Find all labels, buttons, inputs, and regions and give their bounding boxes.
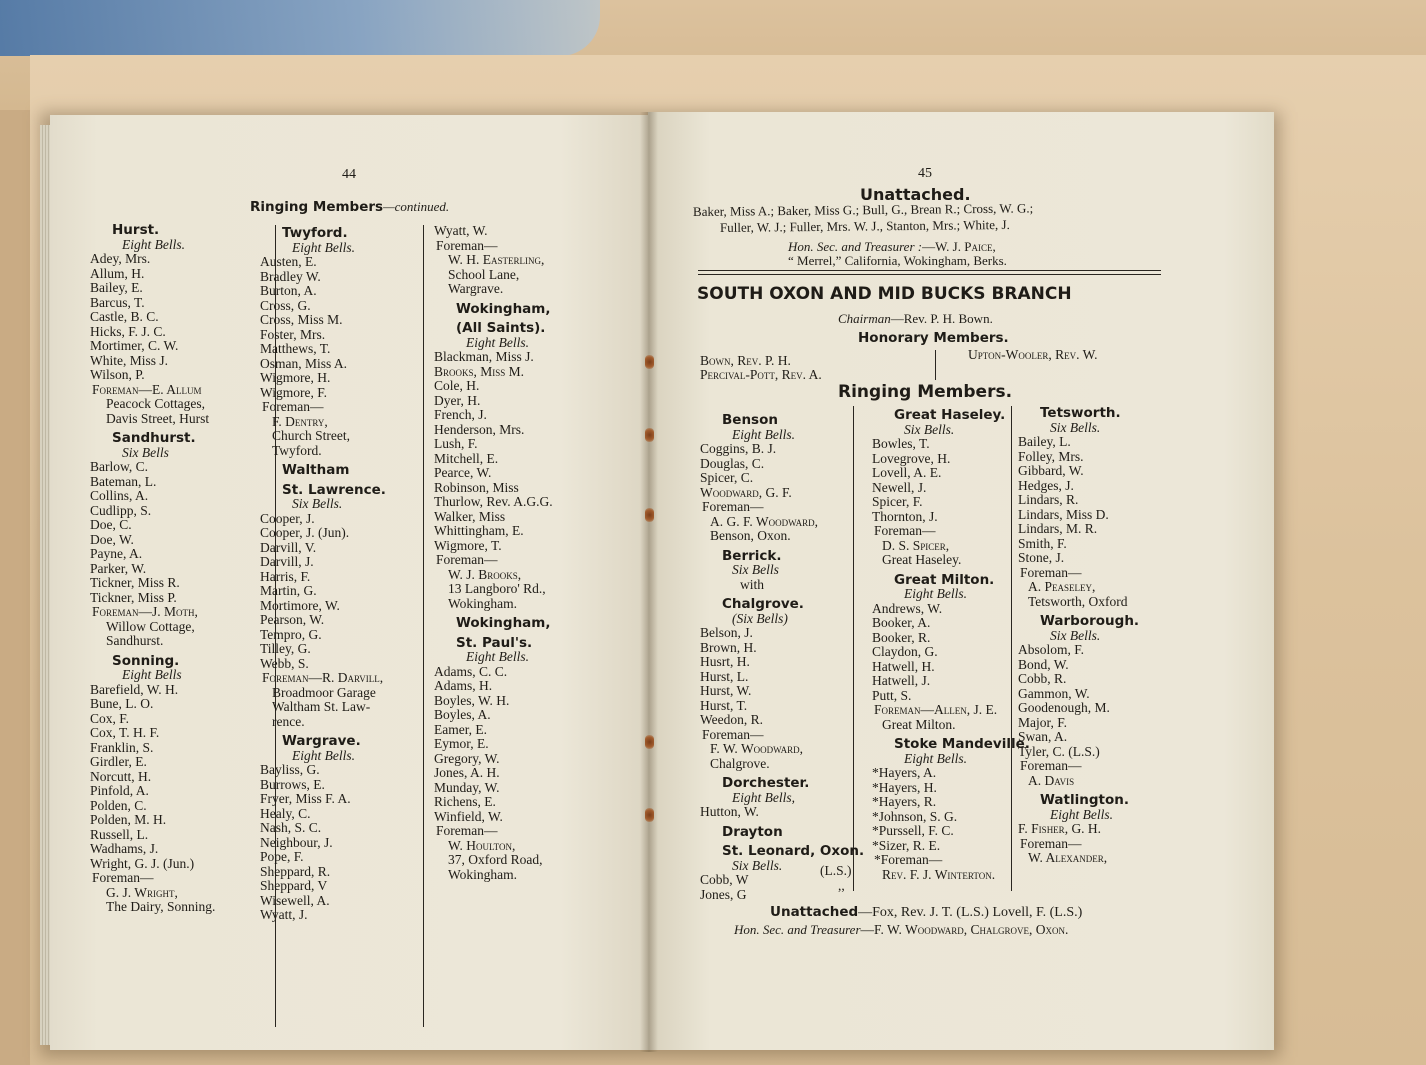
right-page — [648, 112, 1274, 1050]
member-entry: W. J. Brooks, — [448, 566, 522, 582]
member-entry: Newell, J. — [872, 479, 927, 495]
member-entry: Great Haseley. — [882, 552, 962, 567]
section-heading: Wokingham, — [456, 300, 551, 317]
member-entry: Stone, J. — [1018, 550, 1065, 565]
member-entry: Woodward, G. F. — [700, 484, 792, 500]
bell-count: Eight Bells. — [732, 426, 795, 442]
page-number-44: 44 — [342, 167, 356, 182]
member-entry: Douglas, C. — [700, 455, 765, 471]
member-entry: Waltham St. Law- — [272, 699, 371, 714]
member-entry: Sandhurst. — [106, 633, 164, 648]
member-entry: Spicer, F. — [872, 494, 923, 509]
member-entry: Bailey, L. — [1018, 434, 1071, 449]
member-entry: *Hayers, R. — [872, 794, 937, 809]
member-entry: Wright, G. J. (Jun.) — [90, 855, 195, 871]
member-entry: Wigmore, F. — [260, 384, 327, 400]
member-entry: Hurst, W. — [700, 683, 752, 698]
member-entry: Payne, A. — [90, 546, 143, 561]
running-head-continued: —continued. — [383, 199, 450, 214]
member-entry: Wigmore, H. — [260, 370, 331, 385]
member-entry: Foster, Mrs. — [260, 326, 326, 342]
member-entry: Hurst, T. — [700, 697, 748, 713]
bell-count: Six Bells. — [1050, 419, 1101, 435]
bell-count: (Six Bells) — [732, 610, 788, 626]
member-entry: *Hayers, A. — [872, 765, 937, 780]
bell-count: Eight Bells, — [732, 789, 795, 805]
member-entry: Broadmoor Garage — [272, 684, 376, 700]
member-entry: Tickner, Miss R. — [90, 575, 180, 590]
member-entry: with — [740, 576, 765, 592]
running-head-title: Ringing Members — [250, 199, 384, 215]
member-entry: Twyford. — [272, 442, 322, 458]
foreman-entry: Foreman—Allen, J. E. — [874, 702, 998, 717]
member-entry: Cross, G. — [260, 297, 311, 313]
section-heading: Wokingham, — [456, 615, 551, 631]
bell-count: Six Bells. — [292, 496, 343, 511]
member-entry: F. Fisher, G. H. — [1018, 821, 1102, 836]
section-heading: Dorchester. — [722, 775, 810, 791]
section-heading: St. Lawrence. — [282, 481, 386, 498]
member-entry: Polden, C. — [90, 797, 147, 813]
member-entry: Wisewell, A. — [260, 892, 330, 908]
bell-count: Six Bells. — [732, 857, 783, 873]
foreman-entry: Foreman—E. Allum — [92, 381, 202, 397]
member-entry: Cobb, W — [700, 872, 749, 887]
book-gutter — [640, 112, 658, 1052]
member-entry: Church Street, — [272, 428, 350, 443]
member-entry: Winfield, W. — [434, 808, 503, 824]
section-heading: Warborough. — [1040, 613, 1140, 629]
jones-suffix: ,, — [838, 878, 845, 893]
section-heading: (All Saints). — [456, 320, 546, 336]
member-entry: Girdler, E. — [90, 754, 147, 769]
member-entry: Fryer, Miss F. A. — [260, 791, 351, 806]
background-blue-fabric — [0, 0, 600, 56]
left-column-1 — [90, 223, 272, 915]
member-entry: Tetsworth, Oxford — [1028, 593, 1128, 609]
member-entry: Pope, F. — [260, 849, 304, 864]
member-entry: Bayliss, G. — [260, 762, 320, 777]
member-entry: Pearce, W. — [434, 465, 492, 480]
footer-unattached-line — [770, 905, 1082, 921]
footer-unattached-label: Unattached — [770, 904, 859, 920]
chairman-label: Chairman — [838, 311, 891, 326]
left-column-3 — [434, 224, 604, 882]
section-heading: St. Leonard, Oxon. — [722, 843, 865, 859]
bell-count: Eight Bells. — [122, 236, 185, 252]
page-number-45: 45 — [918, 166, 932, 181]
hon-sec-label: Hon. Sec. and Treasurer : — [788, 239, 923, 254]
member-entry: Richens, E. — [434, 794, 496, 809]
member-entry: Absolom, F. — [1018, 642, 1085, 657]
foreman-entry: *Foreman— — [874, 852, 943, 867]
honorary-member-3: Upton-Wooler, Rev. W. — [968, 347, 1098, 362]
member-entry: G. J. Wright, — [106, 884, 178, 900]
member-entry: Webb, S. — [260, 655, 309, 671]
member-entry: Claydon, G. — [872, 644, 938, 659]
member-entry: Husrt, H. — [700, 654, 750, 669]
right-column-1 — [700, 413, 865, 902]
member-entry: Goodenough, M. — [1018, 700, 1110, 715]
member-entry: Tyler, C. (L.S.) — [1018, 743, 1100, 759]
member-entry: Folley, Mrs. — [1018, 448, 1084, 464]
member-entry: Hicks, F. J. C. — [90, 323, 166, 339]
right-column-2 — [872, 408, 1032, 882]
staple-hole — [645, 508, 654, 522]
staple-hole — [645, 735, 654, 749]
member-entry: Spicer, C. — [700, 470, 754, 485]
member-entry: Rev. F. J. Winterton. — [882, 866, 996, 882]
member-entry: Chalgrove. — [710, 755, 770, 771]
member-entry: Tilley, G. — [260, 641, 311, 656]
member-entry: Brown, H. — [700, 639, 757, 655]
staple-hole — [645, 428, 654, 442]
member-entry: Darvill, V. — [260, 539, 317, 555]
member-entry: Franklin, S. — [90, 739, 154, 755]
member-entry: Gammon, W. — [1018, 685, 1090, 701]
member-entry: School Lane, — [448, 266, 520, 282]
member-entry: Bond, W. — [1018, 656, 1069, 672]
member-entry: *Hayers, H. — [872, 779, 937, 795]
staple-hole — [645, 808, 654, 822]
member-entry: Burrows, E. — [260, 776, 325, 792]
section-heading: Sandhurst. — [112, 430, 196, 446]
member-entry: Blackman, Miss J. — [434, 349, 534, 364]
footer-unattached-text: —Fox, Rev. J. T. (L.S.) Lovell, F. (L.S.) — [858, 905, 1083, 920]
member-entry: Davis Street, Hurst — [106, 410, 210, 426]
foreman-entry: Foreman— — [1020, 564, 1082, 580]
member-entry: *Sizer, R. E. — [872, 837, 941, 853]
section-heading: Twyford. — [282, 225, 348, 241]
member-entry: Peacock Cottages, — [106, 396, 205, 411]
bell-count: Eight Bells. — [292, 747, 355, 763]
member-entry: Lovegrove, H. — [872, 450, 951, 466]
hon-sec-name: —W. J. Paice, — [922, 239, 996, 254]
member-entry: Mortimer, C. W. — [90, 338, 179, 353]
member-entry: French, J. — [434, 407, 487, 422]
honorary-member-1: Bown, Rev. P. H. — [700, 353, 791, 368]
foreman-entry: Foreman—R. Darvill, — [262, 670, 384, 685]
bell-count: Six Bells. — [1050, 627, 1101, 643]
member-entry: Lindars, Miss D. — [1018, 506, 1109, 522]
member-entry: Smith, F. — [1018, 535, 1067, 551]
member-entry: W. Houlton, — [448, 837, 516, 853]
member-entry: Mitchell, E. — [434, 450, 499, 466]
member-entry: Sheppard, V — [260, 878, 328, 893]
member-entry: Adams, H. — [434, 678, 493, 693]
member-entry: rence. — [272, 713, 305, 729]
member-entry: Martin, G. — [260, 583, 317, 598]
section-heading: Tetsworth. — [1040, 405, 1121, 421]
ringing-members-title: Ringing Members. — [838, 382, 1013, 402]
member-entry: Hurst, L. — [700, 668, 749, 684]
section-heading: Waltham — [282, 462, 350, 478]
chairman-name: —Rev. P. H. Bown. — [890, 311, 993, 326]
member-entry: Barefield, W. H. — [90, 681, 179, 697]
foreman-entry: Foreman— — [702, 499, 764, 514]
foreman-entry: Foreman— — [874, 523, 936, 538]
member-entry: Hedges, J. — [1018, 477, 1074, 493]
member-entry: Bateman, L. — [90, 473, 157, 489]
member-entry: Eymor, E. — [434, 736, 489, 751]
section-heading: Stoke Mandeville. — [894, 736, 1030, 752]
bell-count: Eight Bells. — [904, 750, 967, 766]
unattached-title: Unattached. — [860, 185, 971, 204]
member-entry: Pinfold, A. — [90, 783, 149, 798]
member-entry: Henderson, Mrs. — [434, 421, 525, 437]
bell-count: Eight Bells. — [466, 649, 529, 664]
member-entry: Willow Cottage, — [106, 618, 195, 634]
bell-count: Six Bells — [732, 562, 779, 577]
member-entry: Healy, C. — [260, 805, 311, 821]
member-entry: Walker, Miss — [434, 508, 506, 524]
member-entry: Russell, L. — [90, 826, 149, 842]
member-entry: 13 Langboro' Rd., — [448, 581, 546, 596]
member-entry: 37, Oxford Road, — [448, 852, 543, 867]
member-entry: Lindars, M. R. — [1018, 521, 1098, 536]
member-entry: Adey, Mrs. — [90, 251, 151, 266]
member-entry: Wyatt, W. — [434, 223, 488, 238]
member-entry: Great Milton. — [882, 716, 956, 732]
member-entry: Whittingham, E. — [434, 523, 524, 538]
member-entry: Adams, C. C. — [434, 663, 508, 679]
footer-hon-sec-line — [734, 923, 1068, 938]
member-entry: Wargrave. — [448, 281, 504, 296]
member-entry: Bune, L. O. — [90, 696, 154, 711]
member-entry: Harris, F. — [260, 568, 311, 584]
member-entry: Bailey, E. — [90, 280, 143, 295]
member-entry: Booker, A. — [872, 615, 931, 630]
honorary-member-2: Percival-Pott, Rev. A. — [700, 367, 822, 382]
member-entry: Pearson, W. — [260, 612, 325, 627]
member-entry: Cole, H. — [434, 378, 480, 393]
member-entry: Neighbour, J. — [260, 834, 333, 850]
member-entry: Hatwell, H. — [872, 658, 935, 674]
foreman-entry: Foreman— — [436, 237, 498, 253]
double-rule-bottom — [698, 274, 1161, 275]
member-entry: Lush, F. — [434, 436, 478, 451]
member-entry: Cooper, J. (Jun). — [260, 525, 350, 540]
member-entry: Dyer, H. — [434, 392, 481, 408]
member-entry: A. Davis — [1028, 772, 1075, 788]
foreman-entry: Foreman— — [262, 399, 324, 414]
member-entry: Cox, F. — [90, 710, 130, 726]
honorary-members-title: Honorary Members. — [858, 330, 1009, 346]
member-entry: Wokingham. — [448, 595, 518, 611]
member-entry: Wadhams, J. — [90, 841, 159, 856]
member-entry: Polden, M. H. — [90, 812, 167, 827]
member-entry: Nash, S. C. — [260, 820, 322, 835]
member-entry: Osman, Miss A. — [260, 355, 348, 371]
foreman-entry: Foreman— — [92, 870, 154, 885]
member-entry: Wigmore, T. — [434, 537, 502, 553]
member-entry: Boyles, W. H. — [434, 692, 510, 708]
member-entry: Gibbard, W. — [1018, 463, 1084, 478]
footer-hon-sec-text: —F. W. Woodward, Chalgrove, Oxon. — [860, 922, 1069, 937]
section-heading: Wargrave. — [282, 733, 361, 749]
member-entry: Darvill, J. — [260, 554, 314, 569]
member-entry: Andrews, W. — [872, 600, 943, 616]
section-heading: Benson — [722, 412, 778, 428]
member-entry: F. W. Woodward, — [710, 741, 804, 756]
section-heading: St. Paul's. — [456, 634, 533, 651]
member-entry: A. G. F. Woodward, — [710, 513, 819, 529]
bell-count: Six Bells — [122, 444, 169, 460]
section-heading: Watlington. — [1040, 792, 1129, 808]
section-heading: Drayton — [722, 823, 783, 840]
member-entry: Cross, Miss M. — [260, 312, 343, 327]
member-entry: Tickner, Miss P. — [90, 589, 177, 605]
member-entry: Booker, R. — [872, 629, 931, 645]
member-entry: Barlow, C. — [90, 459, 148, 474]
member-entry: Swan, A. — [1018, 729, 1068, 744]
hon-sec-address: “ Merrel,” California, Wokingham, Berks. — [788, 253, 1007, 268]
member-entry: Cobb, R. — [1018, 671, 1067, 686]
section-heading: Hurst. — [112, 222, 160, 238]
member-entry: Tempro, G. — [260, 626, 322, 642]
chairman-line — [838, 312, 993, 327]
cobb-suffix: (L.S.) — [820, 863, 852, 878]
member-entry: Thurlow, Rev. A.G.G. — [434, 494, 553, 509]
foreman-entry: Foreman— — [436, 823, 498, 838]
member-entry: Wokingham. — [448, 866, 518, 882]
member-entry: Bradley W. — [260, 268, 321, 284]
member-entry: Robinson, Miss — [434, 479, 519, 495]
member-entry: Jones, A. H. — [434, 765, 500, 780]
bell-count: Eight Bells — [122, 667, 182, 682]
member-entry: Parker, W. — [90, 560, 147, 576]
member-entry: Hutton, W. — [700, 804, 759, 819]
member-entry: *Johnson, S. G. — [872, 808, 958, 824]
member-entry: Collins, A. — [90, 488, 149, 503]
member-entry: Doe, C. — [90, 517, 132, 532]
section-heading: Great Haseley. — [894, 407, 1006, 423]
honorary-divider — [935, 350, 936, 380]
member-entry: Castle, B. C. — [90, 309, 159, 324]
member-entry: Brooks, Miss M. — [434, 363, 525, 379]
member-entry: Bowles, T. — [872, 436, 930, 451]
member-entry: White, Miss J. — [90, 352, 169, 368]
double-rule-top — [698, 270, 1161, 271]
foreman-entry: Foreman— — [1020, 835, 1082, 851]
member-entry: Lindars, R. — [1018, 492, 1079, 507]
section-heading: Berrick. — [722, 547, 782, 564]
left-page — [50, 115, 650, 1050]
bell-count: Eight Bells. — [466, 334, 529, 350]
member-entry: Boyles, A. — [434, 707, 491, 722]
member-entry: Major, F. — [1018, 714, 1068, 730]
member-entry: Doe, W. — [90, 531, 134, 547]
unattached-line-1: Baker, Miss A.; Baker, Miss G.; Bull, G., Brean R.; Cross, W. G.; — [692, 200, 1034, 219]
member-entry: Cox, T. H. F. — [90, 725, 160, 740]
member-entry: Lovell, A. E. — [872, 465, 942, 480]
member-entry: W. H. Easterling, — [448, 252, 545, 267]
member-entry: A. Peaseley, — [1028, 579, 1096, 594]
bell-count: Eight Bells. — [904, 586, 967, 601]
member-entry: W. Alexander, — [1028, 850, 1108, 865]
bell-count: Eight Bells. — [1050, 806, 1113, 822]
member-entry: Allum, H. — [90, 265, 145, 281]
member-entry: Weedon, R. — [700, 712, 764, 727]
member-entry: *Purssell, F. C. — [872, 823, 954, 838]
member-entry: Norcutt, H. — [90, 768, 152, 784]
section-heading: Chalgrove. — [722, 596, 804, 612]
foreman-entry: Foreman— — [1020, 758, 1082, 773]
member-entry: Gregory, W. — [434, 750, 500, 766]
member-entry: Belson, J. — [700, 625, 753, 640]
member-entry: Matthews, T. — [260, 341, 331, 356]
staple-hole — [645, 355, 654, 369]
member-entry: D. S. Spicer, — [882, 537, 950, 553]
member-entry: Cooper, J. — [260, 510, 315, 526]
member-entry: Barcus, T. — [90, 294, 145, 310]
member-entry: Thornton, J. — [872, 508, 938, 524]
member-entry: Putt, S. — [872, 687, 912, 703]
member-entry: Wilson, P. — [90, 367, 145, 382]
foreman-entry: Foreman— — [436, 552, 498, 567]
bell-count: Six Bells. — [904, 421, 955, 437]
member-entry: Munday, W. — [434, 779, 500, 795]
member-entry: Benson, Oxon. — [710, 528, 791, 543]
bell-count: Eight Bells. — [292, 239, 355, 255]
right-column-3 — [1018, 406, 1178, 866]
member-entry: Coggins, B. J. — [700, 441, 777, 456]
foreman-entry: Foreman—J. Moth, — [92, 604, 198, 619]
running-head — [250, 200, 449, 215]
footer-hon-sec-label: Hon. Sec. and Treasurer — [734, 922, 861, 937]
member-entry: Mortimore, W. — [260, 597, 340, 613]
section-heading: Sonning. — [112, 652, 180, 669]
member-entry: Eamer, E. — [434, 721, 488, 737]
member-entry: Cudlipp, S. — [90, 502, 152, 518]
member-entry: Burton, A. — [260, 283, 317, 298]
section-heading: Great Milton. — [894, 571, 995, 588]
member-entry: Hatwell, J. — [872, 673, 931, 688]
member-entry: Wyatt, J. — [260, 907, 308, 922]
member-entry: Sheppard, R. — [260, 863, 331, 879]
branch-title: SOUTH OXON AND MID BUCKS BRANCH — [697, 284, 1072, 304]
left-column-2 — [260, 226, 430, 923]
member-entry: The Dairy, Sonning. — [106, 899, 216, 914]
unattached-line-2: Fuller, W. J.; Fuller, Mrs. W. J., Stanton, Mrs.; White, J. — [719, 216, 1010, 235]
member-entry: Jones, G — [700, 886, 747, 902]
member-entry: F. Dentry, — [272, 413, 328, 429]
foreman-entry: Foreman— — [702, 726, 764, 742]
member-entry: Austen, E. — [260, 254, 317, 269]
